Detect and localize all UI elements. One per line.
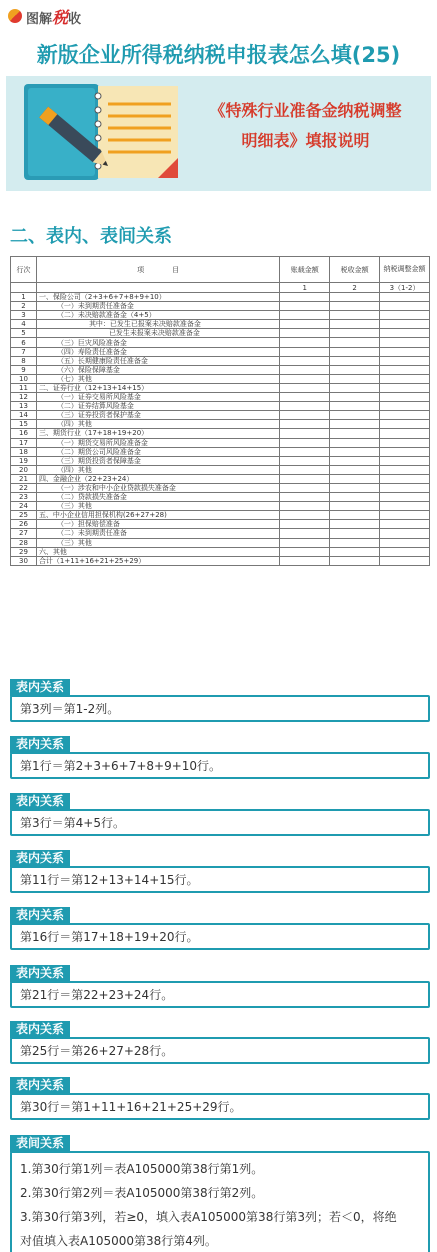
relation-tag: 表内关系: [10, 850, 70, 867]
intra-table-relation-box: [10, 1074, 430, 1120]
amount-cell: [380, 529, 430, 538]
amount-cell: [330, 293, 380, 302]
row-number-cell: 5: [11, 329, 37, 338]
amount-cell: [330, 465, 380, 474]
row-item-cell: 三、期货行业（17+18+19+20）: [36, 429, 279, 438]
relation-content: 第3列＝第1-2列。: [10, 695, 430, 722]
amount-cell: [280, 447, 330, 456]
amount-cell: [280, 311, 330, 320]
amount-cell: [380, 493, 430, 502]
amount-cell: [280, 302, 330, 311]
amount-cell: [280, 374, 330, 383]
amount-cell: [280, 356, 330, 365]
amount-cell: [280, 493, 330, 502]
row-item-cell: 一、保险公司（2+3+6+7+8+9+10）: [36, 293, 279, 302]
row-item-cell: （二）未决赔款准备金（4+5）: [36, 311, 279, 320]
table-row: [11, 320, 430, 329]
relation-line: 1.第30行第1列＝表A105000第38行第1列。: [20, 1162, 264, 1176]
amount-cell: [380, 329, 430, 338]
row-number-cell: 15: [11, 420, 37, 429]
table-row: [11, 493, 430, 502]
intra-table-relation-box: [10, 676, 430, 722]
subheader-cell: 3（1-2）: [380, 283, 430, 293]
row-number-cell: 4: [11, 320, 37, 329]
row-item-cell: 五、中小企业信用担保机构(26+27+28): [36, 511, 279, 520]
brand-logo-icon: [8, 9, 22, 23]
row-number-cell: 11: [11, 383, 37, 392]
intra-table-relation-box: [10, 847, 430, 893]
amount-cell: [380, 556, 430, 565]
row-item-cell: （六）保险保障基金: [36, 365, 279, 374]
table-row: [11, 556, 430, 565]
amount-cell: [330, 438, 380, 447]
relation-content: 第25行＝第26+27+28行。: [10, 1037, 430, 1064]
table-row: [11, 383, 430, 392]
row-item-cell: 合计（1+11+16+21+25+29）: [36, 556, 279, 565]
amount-cell: [280, 402, 330, 411]
amount-cell: [380, 438, 430, 447]
amount-cell: [380, 411, 430, 420]
subheader-cell: 2: [330, 283, 380, 293]
amount-cell: [380, 520, 430, 529]
intra-table-relation-box: [10, 733, 430, 779]
row-item-cell: （一）担保赔偿准备: [36, 520, 279, 529]
amount-cell: [380, 365, 430, 374]
table-row: [11, 411, 430, 420]
row-number-cell: 20: [11, 465, 37, 474]
table-row: [11, 502, 430, 511]
amount-cell: [330, 511, 380, 520]
amount-cell: [330, 429, 380, 438]
amount-cell: [330, 311, 380, 320]
intra-table-relation-box: [10, 790, 430, 836]
row-number-cell: 18: [11, 447, 37, 456]
table-row: [11, 311, 430, 320]
table-row: [11, 547, 430, 556]
row-item-cell: （四）其他: [36, 465, 279, 474]
amount-cell: [330, 474, 380, 483]
amount-cell: [380, 302, 430, 311]
relation-content: [10, 1151, 430, 1252]
table-row: [11, 520, 430, 529]
row-number-cell: 9: [11, 365, 37, 374]
table-row: [11, 329, 430, 338]
amount-cell: [280, 456, 330, 465]
amount-cell: [380, 447, 430, 456]
amount-cell: [380, 429, 430, 438]
row-number-cell: 23: [11, 493, 37, 502]
table-row: [11, 347, 430, 356]
row-number-cell: 7: [11, 347, 37, 356]
header-cell: 行次: [11, 257, 37, 283]
amount-cell: [280, 438, 330, 447]
amount-cell: [330, 502, 380, 511]
relation-content: 第3行＝第4+5行。: [10, 809, 430, 836]
amount-cell: [380, 320, 430, 329]
row-item-cell: （二）未到期责任准备: [36, 529, 279, 538]
amount-cell: [380, 347, 430, 356]
amount-cell: [280, 502, 330, 511]
amount-cell: [280, 474, 330, 483]
row-number-cell: 30: [11, 556, 37, 565]
row-item-cell: （三）证券投资者保护基金: [36, 411, 279, 420]
row-item-cell: （一）涉农和中小企业贷款损失准备金: [36, 483, 279, 492]
row-number-cell: 27: [11, 529, 37, 538]
table-row: [11, 538, 430, 547]
amount-cell: [380, 547, 430, 556]
table-row: [11, 365, 430, 374]
row-number-cell: 1: [11, 293, 37, 302]
amount-cell: [280, 365, 330, 374]
row-item-cell: （五）长期健康险责任准备金: [36, 356, 279, 365]
header-cell: 账载金额: [280, 257, 330, 283]
intra-table-relation-box: [10, 962, 430, 1008]
amount-cell: [330, 365, 380, 374]
table-row: [11, 402, 430, 411]
amount-cell: [330, 483, 380, 492]
amount-cell: [280, 483, 330, 492]
amount-cell: [280, 329, 330, 338]
row-number-cell: 22: [11, 483, 37, 492]
row-item-cell: （四）其他: [36, 420, 279, 429]
amount-cell: [330, 374, 380, 383]
amount-cell: [380, 502, 430, 511]
banner-line-1: 《特殊行业准备金纳税调整: [209, 101, 402, 120]
row-item-cell: （四）寿险责任准备金: [36, 347, 279, 356]
row-number-cell: 8: [11, 356, 37, 365]
relation-tag: 表内关系: [10, 965, 70, 982]
row-number-cell: 28: [11, 538, 37, 547]
amount-cell: [280, 556, 330, 565]
section-title: 二、表内、表间关系: [10, 226, 172, 247]
row-number-cell: 13: [11, 402, 37, 411]
amount-cell: [380, 420, 430, 429]
header-cell: 项 目: [36, 257, 279, 283]
row-number-cell: 14: [11, 411, 37, 420]
relation-tag: 表内关系: [10, 907, 70, 924]
amount-cell: [330, 383, 380, 392]
amount-cell: [280, 538, 330, 547]
row-item-cell: （三）巨灾风险准备金: [36, 338, 279, 347]
row-item-cell: 已发生未报案未决赔款准备金: [36, 329, 279, 338]
row-item-cell: （三）期货投资者保障基金: [36, 456, 279, 465]
table-row: [11, 529, 430, 538]
adjustment-table: [10, 256, 430, 566]
row-item-cell: （二）贷款损失准备金: [36, 493, 279, 502]
amount-cell: [280, 347, 330, 356]
amount-cell: [280, 420, 330, 429]
row-number-cell: 10: [11, 374, 37, 383]
amount-cell: [280, 529, 330, 538]
row-item-cell: （三）其他: [36, 538, 279, 547]
amount-cell: [330, 456, 380, 465]
row-number-cell: 25: [11, 511, 37, 520]
amount-cell: [330, 402, 380, 411]
amount-cell: [330, 356, 380, 365]
row-number-cell: 21: [11, 474, 37, 483]
amount-cell: [330, 338, 380, 347]
amount-cell: [330, 347, 380, 356]
row-item-cell: （二）证券结算风险基金: [36, 402, 279, 411]
banner: [6, 76, 431, 191]
amount-cell: [380, 338, 430, 347]
amount-cell: [280, 320, 330, 329]
top-bar: [0, 0, 437, 32]
intra-table-relation-box: [10, 904, 430, 950]
amount-cell: [280, 511, 330, 520]
table-subheader-row: [11, 283, 430, 293]
row-number-cell: 24: [11, 502, 37, 511]
row-item-cell: 四、金融企业（22+23+24）: [36, 474, 279, 483]
amount-cell: [380, 538, 430, 547]
row-item-cell: （二）期货公司风险准备金: [36, 447, 279, 456]
amount-cell: [330, 447, 380, 456]
page-title: 新版企业所得税纳税申报表怎么填(25): [36, 43, 401, 67]
relation-tag: 表内关系: [10, 1021, 70, 1038]
banner-text: [186, 96, 425, 156]
row-number-cell: 2: [11, 302, 37, 311]
table-row: [11, 465, 430, 474]
relation-line: 对值填入表A105000第38行第4列。: [20, 1234, 217, 1248]
table-row: [11, 474, 430, 483]
amount-cell: [280, 393, 330, 402]
amount-cell: [380, 402, 430, 411]
amount-cell: [330, 529, 380, 538]
table-header-row: [11, 257, 430, 283]
relation-content: 第30行＝第1+11+16+21+25+29行。: [10, 1093, 430, 1120]
amount-cell: [380, 483, 430, 492]
relation-line: 3.第30行第3列，若≥0，填入表A105000第38行第3列；若＜0，将绝: [20, 1210, 397, 1224]
table-row: [11, 420, 430, 429]
amount-cell: [380, 311, 430, 320]
row-item-cell: 六、其他: [36, 547, 279, 556]
row-number-cell: 19: [11, 456, 37, 465]
relation-tag: 表内关系: [10, 736, 70, 753]
brand-name: 图解税收: [26, 7, 82, 27]
relation-tag: 表内关系: [10, 1077, 70, 1094]
row-item-cell: （一）期货交易所风险准备金: [36, 438, 279, 447]
amount-cell: [280, 338, 330, 347]
table-row: [11, 438, 430, 447]
amount-cell: [380, 356, 430, 365]
amount-cell: [380, 374, 430, 383]
subheader-cell: [11, 283, 37, 293]
table-row: [11, 293, 430, 302]
amount-cell: [280, 293, 330, 302]
amount-cell: [330, 556, 380, 565]
banner-line-2: 明细表》填报说明: [241, 131, 370, 150]
amount-cell: [330, 420, 380, 429]
table-row: [11, 338, 430, 347]
amount-cell: [330, 547, 380, 556]
amount-cell: [330, 493, 380, 502]
subheader-cell: [36, 283, 279, 293]
amount-cell: [330, 538, 380, 547]
amount-cell: [280, 383, 330, 392]
row-number-cell: 12: [11, 393, 37, 402]
amount-cell: [330, 393, 380, 402]
table-row: [11, 456, 430, 465]
inter-table-relation-box: [10, 1132, 430, 1252]
amount-cell: [330, 411, 380, 420]
row-item-cell: （七）其他: [36, 374, 279, 383]
relation-line: 2.第30行第2列＝表A105000第38行第2列。: [20, 1186, 264, 1200]
amount-cell: [330, 520, 380, 529]
amount-cell: [380, 293, 430, 302]
row-number-cell: 6: [11, 338, 37, 347]
table-row: [11, 483, 430, 492]
amount-cell: [330, 320, 380, 329]
amount-cell: [280, 465, 330, 474]
table-row: [11, 356, 430, 365]
table-row: [11, 429, 430, 438]
amount-cell: [280, 520, 330, 529]
header-cell: 纳税调整金额: [380, 257, 430, 283]
amount-cell: [330, 329, 380, 338]
table-row: [11, 393, 430, 402]
row-number-cell: 29: [11, 547, 37, 556]
relation-tag: 表间关系: [10, 1135, 70, 1152]
subheader-cell: 1: [280, 283, 330, 293]
relation-content: 第16行＝第17+18+19+20行。: [10, 923, 430, 950]
amount-cell: [380, 393, 430, 402]
row-number-cell: 16: [11, 429, 37, 438]
amount-cell: [380, 456, 430, 465]
table-row: [11, 302, 430, 311]
table-row: [11, 374, 430, 383]
row-number-cell: 26: [11, 520, 37, 529]
amount-cell: [280, 547, 330, 556]
row-item-cell: 其中：已发生已报案未决赔款准备金: [36, 320, 279, 329]
relation-content: 第1行＝第2+3+6+7+8+9+10行。: [10, 752, 430, 779]
amount-cell: [380, 383, 430, 392]
relation-content: 第11行＝第12+13+14+15行。: [10, 866, 430, 893]
relation-tag: 表内关系: [10, 679, 70, 696]
row-item-cell: （三）其他: [36, 502, 279, 511]
relation-content: 第21行＝第22+23+24行。: [10, 981, 430, 1008]
amount-cell: [280, 429, 330, 438]
row-number-cell: 17: [11, 438, 37, 447]
relation-tag: 表内关系: [10, 793, 70, 810]
intra-table-relation-box: [10, 1018, 430, 1064]
amount-cell: [380, 465, 430, 474]
notebook-pencil-icon: [16, 82, 186, 182]
row-item-cell: （一）未到期责任准备金: [36, 302, 279, 311]
amount-cell: [330, 302, 380, 311]
row-number-cell: 3: [11, 311, 37, 320]
table-row: [11, 511, 430, 520]
row-item-cell: （一）证券交易所风险基金: [36, 393, 279, 402]
amount-cell: [380, 474, 430, 483]
table-row: [11, 447, 430, 456]
header-cell: 税收金额: [330, 257, 380, 283]
row-item-cell: 二、证券行业（12+13+14+15）: [36, 383, 279, 392]
amount-cell: [280, 411, 330, 420]
amount-cell: [380, 511, 430, 520]
